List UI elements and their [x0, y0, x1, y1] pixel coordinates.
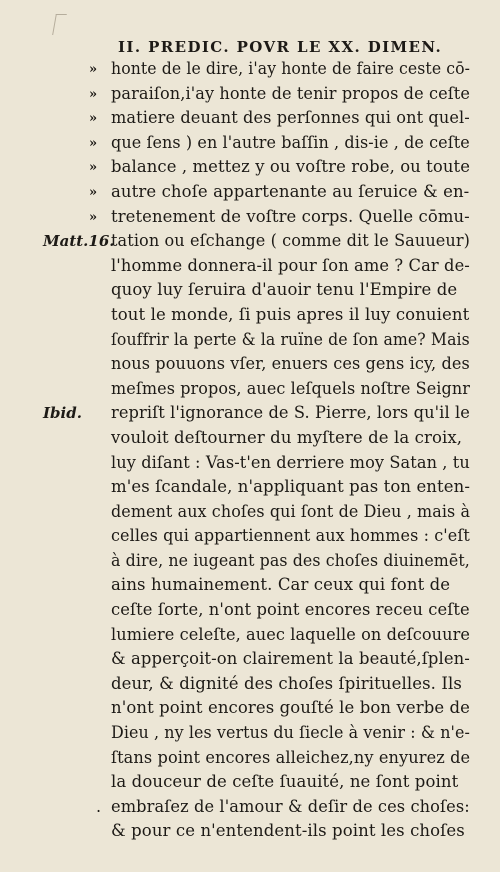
page-corner-mark: [52, 14, 67, 35]
text-line: [0, 180, 500, 205]
text-line: [0, 524, 500, 549]
margin-note: Matt.16.: [43, 232, 115, 251]
line-text: tation ou eſchange ( comme dit le Sauueur): [111, 231, 471, 251]
line-text: vouloit deſtourner du myſtere de la croix,: [111, 427, 463, 447]
text-line: [0, 770, 500, 795]
text-line: [0, 229, 500, 254]
text-line: [0, 746, 500, 771]
running-head: II. PREDIC. POVR LE XX. DIMEN.: [118, 38, 443, 56]
line-text: lumiere celeſte, auec laquelle on deſcouure: [111, 624, 471, 644]
text-line: [0, 819, 500, 844]
line-text: honte de le dire, i'ay honte de faire ceste cō-: [111, 59, 471, 78]
text-line: [0, 155, 500, 180]
text-line: [0, 377, 500, 402]
line-text: celles qui appartiennent aux hommes : c'eſt: [111, 526, 470, 546]
text-line: [0, 401, 500, 426]
text-line: [0, 352, 500, 377]
text-line: [0, 475, 500, 500]
line-text: tretenement de voſtre corps. Quelle cōmu-: [111, 206, 470, 226]
quotation-mark: »: [89, 86, 98, 102]
line-text: & apperçoit-on clairement la beauté,ſplen-: [111, 649, 470, 669]
line-text: & pour ce n'entendent-ils point les choſes: [111, 821, 465, 841]
quotation-mark: »: [89, 160, 98, 176]
text-line: [0, 303, 500, 328]
quotation-mark: »: [89, 135, 98, 151]
line-text: Dieu , ny les vertus du ſiecle à venir : & n'e-: [111, 723, 470, 743]
text-line: [0, 795, 500, 820]
text-line: [0, 573, 500, 598]
line-text: deur, & dignité des choſes ſpirituelles. Ils: [111, 673, 462, 693]
line-text: ſouffrir la perte & la ruïne de ſon ame? Mais: [111, 329, 470, 349]
line-text: paraiſon,i'ay honte de tenir propos de ceſte: [111, 83, 470, 103]
text-line: [0, 500, 500, 525]
margin-note: Ibid.: [43, 404, 82, 423]
text-line: [0, 672, 500, 697]
text-line: [0, 549, 500, 574]
text-line: [0, 205, 500, 230]
line-text: quoy luy ſeruira d'auoir tenu l'Empire de: [111, 280, 458, 300]
text-line: [0, 82, 500, 107]
line-text: matiere deuant des perſonnes qui ont quel-: [111, 108, 470, 128]
text-line: [0, 131, 500, 156]
text-line: [0, 106, 500, 131]
line-text: luy diſant : Vas-t'en derriere moy Satan , tu: [111, 452, 470, 472]
text-line: [0, 426, 500, 451]
text-line: [0, 696, 500, 721]
line-text: dement aux choſes qui ſont de Dieu , mais à: [111, 501, 471, 521]
quotation-mark: »: [89, 111, 98, 127]
line-text: balance , mettez y ou voſtre robe, ou toute: [111, 157, 471, 177]
line-text: ceſte ſorte, n'ont point encores receu ceſte: [111, 600, 470, 620]
line-text: ſtans point encores alleichez,ny enyurez de: [111, 747, 471, 767]
line-text: que ſens ) en l'autre baſſin , dis-ie , de ceſte: [111, 132, 470, 152]
quotation-mark: »: [89, 62, 98, 77]
line-text: m'es ſcandale, n'appliquant pas ton enten-: [111, 477, 471, 497]
text-line: [0, 721, 500, 746]
text-line: [0, 598, 500, 623]
text-line: [0, 254, 500, 279]
line-text: repriſt l'ignorance de S. Pierre, lors qu'il le: [111, 403, 470, 423]
line-text: à dire, ne iugeant pas des choſes diuinemēt,: [111, 550, 470, 570]
line-text: ains humainement. Car ceux qui font de: [111, 575, 451, 595]
text-line: [0, 278, 500, 303]
line-text: n'ont point encores gouſté le bon verbe de: [111, 698, 471, 718]
text-line: [0, 57, 500, 82]
margin-dot: .: [96, 796, 102, 816]
line-text: la douceur de ceſte ſuauité, ne ſont point: [111, 772, 459, 792]
line-text: autre choſe appartenante au ſeruice & en-: [111, 181, 470, 201]
quotation-mark: »: [89, 209, 98, 225]
line-text: meſmes propos, auec leſquels noſtre Seignr: [111, 378, 471, 398]
quotation-mark: »: [89, 184, 98, 200]
line-text: tout le monde, ſi puis apres il luy conuient: [111, 304, 470, 324]
text-line: [0, 623, 500, 648]
line-text: embraſez de l'amour & deſir de ces choſes:: [111, 796, 470, 816]
line-text: l'homme donnera-il pour ſon ame ? Car de-: [111, 255, 470, 275]
body-text-block: [0, 57, 500, 844]
text-line: [0, 328, 500, 353]
text-line: [0, 647, 500, 672]
text-line: [0, 451, 500, 476]
line-text: nous pouuons vſer, enuers ces gens icy, des: [111, 354, 470, 374]
